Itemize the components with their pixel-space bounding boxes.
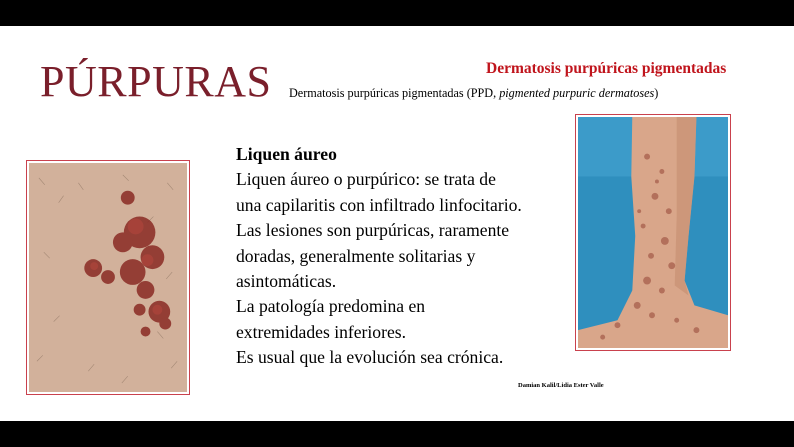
image-credit: Damian Kalil/Lidia Ester Valle [518,382,604,389]
bottom-black-bar [0,421,794,447]
body-line: doradas, generalmente solitarias y [236,245,476,266]
skin-lesion-image [29,163,187,392]
body-line: Las lesiones son purpúricas, raramente [236,220,510,241]
body-line: Es usual que la evolución sea crónica. [236,347,504,368]
slide-title: PÚRPURAS [40,57,272,106]
body-heading: Liquen áureo [236,144,337,164]
skin-lesion-photo [26,160,190,395]
body-line: Liquen áureo o purpúrico: se trata de [236,169,496,190]
body-text [236,142,576,371]
intro-prefix: Dermatosis purpúricas pigmentadas (PPD, [289,86,500,100]
intro-suffix: ) [654,86,659,100]
intro-italic-term: pigmented purpuric dermatoses [499,86,655,100]
body-line: La patología predomina en [236,296,426,317]
intro-line [289,86,658,101]
body-line: extremidades inferiores. [236,321,407,342]
body-line: una capilaritis con infiltrado linfocitario. [236,194,522,215]
body-line: asintomáticas. [236,271,337,292]
top-black-bar [0,0,794,26]
slide-subtitle: Dermatosis purpúricas pigmentadas [486,60,727,77]
leg-lesion-photo [575,114,731,351]
leg-lesion-image [578,117,728,348]
